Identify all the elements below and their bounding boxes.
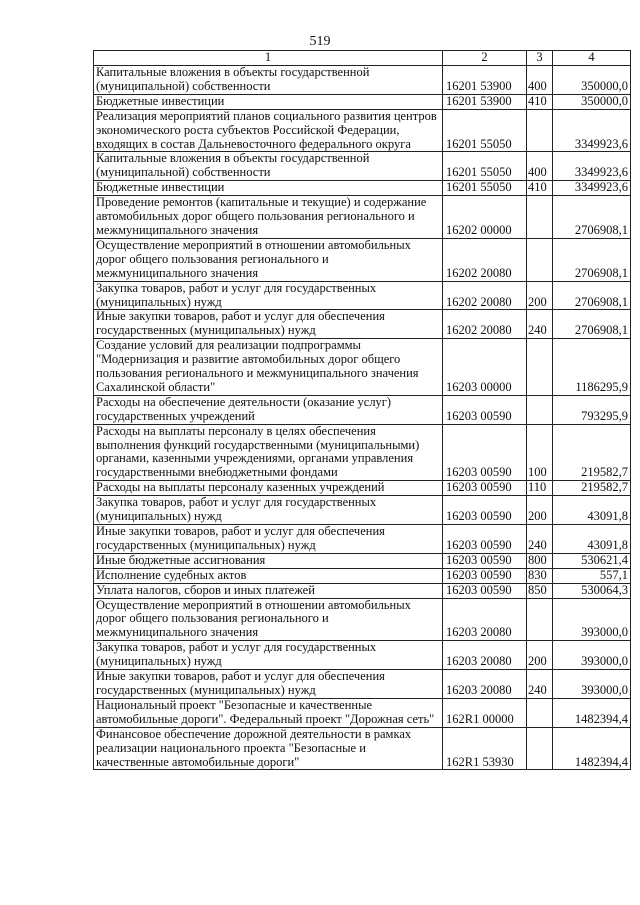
row-code: 16201 55050 <box>443 152 527 181</box>
row-vr: 830 <box>527 568 553 583</box>
page-number: 519 <box>309 34 331 49</box>
row-amount: 530621,4 <box>553 553 631 568</box>
row-name: Финансовое обеспечение дорожной деятельности в рамках реализации национального проекта "Безопасные и качественные автомобильные дороги" <box>94 727 443 770</box>
row-amount: 3349923,6 <box>553 152 631 181</box>
row-vr: 200 <box>527 641 553 670</box>
table-row <box>94 339 631 396</box>
row-amount: 393000,0 <box>553 598 631 641</box>
table-row <box>94 238 631 281</box>
row-name: Осуществление мероприятий в отношении автомобильных дорог общего пользования регионального и межмуниципального значения <box>94 238 443 281</box>
row-code: 16203 00000 <box>443 339 527 396</box>
row-name: Бюджетные инвестиции <box>94 94 443 109</box>
row-vr: 100 <box>527 424 553 481</box>
table-row <box>94 583 631 598</box>
column-header-name: 1 <box>94 51 443 66</box>
row-code: 16203 00590 <box>443 424 527 481</box>
row-vr: 240 <box>527 670 553 699</box>
row-amount: 3349923,6 <box>553 109 631 152</box>
row-vr: 800 <box>527 553 553 568</box>
table-row <box>94 698 631 727</box>
table-row <box>94 568 631 583</box>
row-name: Закупка товаров, работ и услуг для государственных (муниципальных) нужд <box>94 641 443 670</box>
row-code: 16203 00590 <box>443 583 527 598</box>
row-name: Исполнение судебных актов <box>94 568 443 583</box>
table-row <box>94 598 631 641</box>
table-row <box>94 481 631 496</box>
row-amount: 393000,0 <box>553 670 631 699</box>
row-code: 16203 00590 <box>443 395 527 424</box>
row-name: Создание условий для реализации подпрограммы "Модернизация и развитие автомобильных дорог общего пользования регионального и межмуниципального значения Сахалинской области" <box>94 339 443 396</box>
row-vr <box>527 196 553 239</box>
table-row <box>94 94 631 109</box>
table-row <box>94 109 631 152</box>
row-amount: 43091,8 <box>553 525 631 554</box>
row-vr: 200 <box>527 496 553 525</box>
table-row <box>94 496 631 525</box>
row-code: 16203 00590 <box>443 525 527 554</box>
row-code: 16201 55050 <box>443 109 527 152</box>
row-name: Проведение ремонтов (капитальные и текущие) и содержание автомобильных дорог общего пользования регионального и межмуниципального значения <box>94 196 443 239</box>
row-vr <box>527 339 553 396</box>
row-name: Иные закупки товаров, работ и услуг для обеспечения государственных (муниципальных) нужд <box>94 670 443 699</box>
column-header-vr: 3 <box>527 51 553 66</box>
row-vr: 110 <box>527 481 553 496</box>
row-name: Закупка товаров, работ и услуг для государственных (муниципальных) нужд <box>94 496 443 525</box>
row-code: 162R1 00000 <box>443 698 527 727</box>
row-amount: 393000,0 <box>553 641 631 670</box>
table-row <box>94 181 631 196</box>
row-code: 16202 20080 <box>443 238 527 281</box>
table-row <box>94 727 631 770</box>
table-row <box>94 152 631 181</box>
row-vr: 410 <box>527 181 553 196</box>
row-vr: 410 <box>527 94 553 109</box>
row-amount: 219582,7 <box>553 424 631 481</box>
row-amount: 1482394,4 <box>553 727 631 770</box>
row-vr <box>527 109 553 152</box>
row-amount: 350000,0 <box>553 66 631 95</box>
row-amount: 1186295,9 <box>553 339 631 396</box>
row-code: 16203 00590 <box>443 481 527 496</box>
row-code: 16201 55050 <box>443 181 527 196</box>
row-amount: 793295,9 <box>553 395 631 424</box>
row-amount: 1482394,4 <box>553 698 631 727</box>
row-code: 16203 20080 <box>443 598 527 641</box>
row-name: Бюджетные инвестиции <box>94 181 443 196</box>
row-code: 16203 00590 <box>443 496 527 525</box>
row-amount: 219582,7 <box>553 481 631 496</box>
row-code: 16202 20080 <box>443 281 527 310</box>
row-vr <box>527 395 553 424</box>
table-row <box>94 424 631 481</box>
row-name: Реализация мероприятий планов социального развития центров экономического роста субъектов Российской Федерации, входящих в состав Дальневосточного федерального округа <box>94 109 443 152</box>
row-amount: 2706908,1 <box>553 281 631 310</box>
row-name: Закупка товаров, работ и услуг для государственных (муниципальных) нужд <box>94 281 443 310</box>
row-name: Расходы на выплаты персоналу казенных учреждений <box>94 481 443 496</box>
row-code: 16203 20080 <box>443 641 527 670</box>
row-code: 16202 00000 <box>443 196 527 239</box>
row-vr: 400 <box>527 152 553 181</box>
column-header-amount: 4 <box>553 51 631 66</box>
row-code: 16202 20080 <box>443 310 527 339</box>
row-amount: 2706908,1 <box>553 196 631 239</box>
row-name: Расходы на обеспечение деятельности (оказание услуг) государственных учреждений <box>94 395 443 424</box>
row-vr: 850 <box>527 583 553 598</box>
row-name: Осуществление мероприятий в отношении автомобильных дорог общего пользования регионального и межмуниципального значения <box>94 598 443 641</box>
budget-table <box>93 50 631 770</box>
row-vr <box>527 238 553 281</box>
row-code: 16203 20080 <box>443 670 527 699</box>
row-amount: 557,1 <box>553 568 631 583</box>
row-amount: 530064,3 <box>553 583 631 598</box>
row-name: Уплата налогов, сборов и иных платежей <box>94 583 443 598</box>
row-vr: 400 <box>527 66 553 95</box>
row-amount: 3349923,6 <box>553 181 631 196</box>
row-vr: 240 <box>527 310 553 339</box>
row-code: 162R1 53930 <box>443 727 527 770</box>
row-code: 16203 00590 <box>443 568 527 583</box>
row-name: Иные закупки товаров, работ и услуг для обеспечения государственных (муниципальных) нужд <box>94 525 443 554</box>
table-body <box>94 66 631 770</box>
row-name: Капитальные вложения в объекты государственной (муниципальной) собственности <box>94 66 443 95</box>
table-row <box>94 525 631 554</box>
row-vr <box>527 598 553 641</box>
row-vr <box>527 698 553 727</box>
row-name: Капитальные вложения в объекты государственной (муниципальной) собственности <box>94 152 443 181</box>
row-code: 16201 53900 <box>443 66 527 95</box>
table-row <box>94 670 631 699</box>
row-name: Национальный проект "Безопасные и качественные автомобильные дороги". Федеральный проект "Дорожная сеть" <box>94 698 443 727</box>
table-row <box>94 641 631 670</box>
row-name: Иные закупки товаров, работ и услуг для обеспечения государственных (муниципальных) нужд <box>94 310 443 339</box>
table-row <box>94 553 631 568</box>
row-amount: 2706908,1 <box>553 310 631 339</box>
column-header-code: 2 <box>443 51 527 66</box>
row-code: 16203 00590 <box>443 553 527 568</box>
row-code: 16201 53900 <box>443 94 527 109</box>
row-name: Иные бюджетные ассигнования <box>94 553 443 568</box>
table-row <box>94 310 631 339</box>
row-vr: 240 <box>527 525 553 554</box>
row-amount: 2706908,1 <box>553 238 631 281</box>
row-vr: 200 <box>527 281 553 310</box>
table-row <box>94 196 631 239</box>
table-row <box>94 395 631 424</box>
header-row <box>94 51 631 66</box>
table-row <box>94 281 631 310</box>
row-name: Расходы на выплаты персоналу в целях обеспечения выполнения функций государственными (муниципальными) органами, казенными учреждениями, органами управления государственными внебюджетными фондами <box>94 424 443 481</box>
row-amount: 43091,8 <box>553 496 631 525</box>
row-vr <box>527 727 553 770</box>
table-row <box>94 66 631 95</box>
row-amount: 350000,0 <box>553 94 631 109</box>
